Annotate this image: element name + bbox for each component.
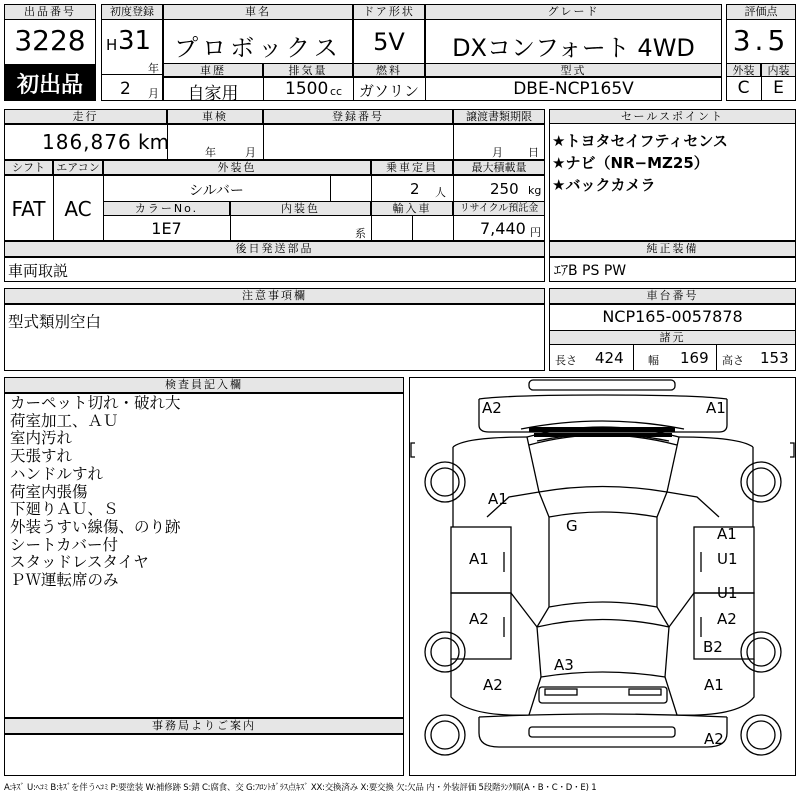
- width: 169: [680, 349, 709, 367]
- model-label: 型式: [425, 63, 722, 77]
- divider: [371, 175, 372, 201]
- transfer-month-unit: 月: [492, 146, 503, 159]
- later-parts: 車両取説: [8, 262, 69, 280]
- car-diagram: [409, 377, 796, 776]
- sales-label: セールスポイント: [549, 109, 796, 124]
- model: DBE-NCP165V: [513, 79, 634, 99]
- grade: DXコンフォート 4WD: [452, 34, 695, 62]
- equipment: ｴｱB PS PW: [554, 263, 627, 279]
- fuel-label: 燃料: [353, 63, 425, 77]
- damage-mark: U1: [717, 550, 738, 568]
- sales-item: ★バックカメラ: [552, 176, 656, 194]
- import-label: 輸入車: [371, 201, 453, 216]
- inspector-item: ハンドルすれ: [10, 464, 104, 483]
- lot-label: 出品番号: [4, 4, 96, 20]
- ext-label: 外装: [726, 63, 761, 77]
- divider: [633, 345, 634, 371]
- capacity-unit: 人: [435, 186, 446, 199]
- car-name: プロボックス: [174, 34, 342, 62]
- sales-item: ★トヨタセイフティセンス: [552, 132, 728, 150]
- divider: [101, 74, 163, 75]
- disp-label: 排気量: [263, 63, 353, 77]
- length: 424: [595, 349, 624, 367]
- divider: [453, 124, 454, 160]
- disp-unit: cc: [330, 85, 343, 98]
- inspector-list: [10, 395, 181, 590]
- office-label: 事務局よりご案内: [4, 718, 404, 734]
- inspector-item: 室内汚れ: [10, 429, 73, 448]
- damage-mark: A2: [704, 730, 724, 748]
- mileage-unit: km: [138, 130, 170, 154]
- inspector-item: 荷室内張傷: [10, 482, 88, 501]
- legend: A:ｷｽﾞ U:ﾍｺﾐ B:ｷｽﾞを伴うﾍｺﾐ P:要塗装 W:補修跡 S:錆 C:腐食、交 G:ﾌﾛﾝﾄｶﾞﾗｽ点ｷｽﾞ XX:交換済み X:要交換 欠:欠品 内・外装評価 5段階ﾗﾝｸ順(A・B・C・D・E) 1: [4, 783, 597, 793]
- divider: [716, 345, 717, 371]
- score: 3.5: [732, 24, 790, 57]
- width-label: 幅: [648, 354, 659, 367]
- damage-mark: A1: [488, 490, 508, 508]
- damage-mark: A2: [717, 610, 737, 628]
- height-label: 高さ: [722, 354, 744, 367]
- divider: [230, 216, 231, 241]
- damage-mark: G: [566, 517, 578, 535]
- exterior-color: シルバー: [189, 183, 244, 199]
- int-score: E: [773, 78, 784, 98]
- shift-label: シフト: [4, 160, 53, 175]
- interior-unit: 系: [355, 227, 366, 240]
- inspector-label: 検査員記入欄: [4, 377, 404, 393]
- length-label: 長さ: [555, 354, 577, 367]
- inspector-item: カーペット切れ・破れ大: [10, 394, 181, 412]
- chassis-label: 車台番号: [549, 288, 796, 304]
- reg-month-unit: 月: [148, 87, 159, 100]
- load-label: 最大積載量: [453, 160, 545, 175]
- load-unit: kg: [528, 184, 542, 197]
- load: 250: [490, 180, 519, 198]
- damage-mark: A2: [483, 676, 503, 694]
- reg-year-unit: 年: [148, 62, 159, 75]
- recycle-fee: 7,440: [480, 219, 526, 238]
- interior-label: 内装色: [230, 201, 371, 216]
- door-label: ドア形状: [353, 4, 425, 20]
- inspector-item: シートカバー付: [10, 535, 119, 554]
- inspector-item: 外装うすい線傷、のり跡: [10, 517, 181, 536]
- damage-mark: A2: [469, 610, 489, 628]
- spec-label: 諸元: [549, 330, 796, 345]
- damage-mark: A1: [717, 525, 737, 543]
- ac: AC: [64, 197, 92, 221]
- shift: FAT: [11, 197, 46, 221]
- mileage-label: 走行: [4, 109, 167, 124]
- inspector-item: 荷室加工、ＡＵ: [10, 411, 119, 430]
- damage-mark: A1: [706, 399, 726, 417]
- inspector-item: ＰＷ運転席のみ: [10, 571, 119, 590]
- door-type: 5V: [373, 28, 405, 56]
- recycle-label: リサイクル預託金: [453, 201, 545, 216]
- history: 自家用: [187, 84, 239, 104]
- damage-mark: B2: [703, 638, 723, 656]
- name-label: 車名: [163, 4, 353, 20]
- notes-label: 注意事項欄: [4, 288, 545, 304]
- sales-item: ★ナビ（NR−MZ25）: [552, 154, 709, 172]
- chassis-number: NCP165-0057878: [602, 307, 743, 326]
- score-label: 評価点: [726, 4, 796, 20]
- fuel: ガソリン: [358, 82, 419, 100]
- damage-mark: A2: [482, 399, 502, 417]
- color-number: 1E7: [151, 219, 182, 238]
- transfer-day-unit: 日: [528, 146, 539, 159]
- ext-score: C: [737, 78, 750, 98]
- insp-month-unit: 月: [245, 146, 256, 159]
- colorno-label: カラーNo.: [103, 201, 230, 216]
- divider: [330, 175, 331, 201]
- later-block: [4, 257, 545, 282]
- damage-mark: A1: [469, 550, 489, 568]
- insp-year-unit: 年: [205, 146, 216, 159]
- reg-era: H: [106, 36, 118, 54]
- displacement: 1500: [285, 79, 329, 99]
- equip-label: 純正装備: [549, 241, 796, 257]
- regno-label: 登録番号: [263, 109, 453, 124]
- transfer-label: 譲渡書類期限: [453, 109, 545, 124]
- damage-mark: U1: [717, 584, 738, 602]
- reg-month: 2: [120, 79, 131, 99]
- capacity-label: 乗車定員: [371, 160, 453, 175]
- grade-label: グレード: [425, 4, 722, 20]
- mileage: 186,876: [42, 130, 132, 154]
- history-label: 車歴: [163, 63, 263, 77]
- divider: [371, 216, 372, 241]
- recycle-unit: 円: [530, 226, 541, 239]
- damage-mark: A3: [554, 656, 574, 674]
- damage-mark: A1: [704, 676, 724, 694]
- capacity: 2: [410, 180, 420, 198]
- inspection-label: 車検: [167, 109, 263, 124]
- later-label: 後日発送部品: [4, 241, 545, 257]
- notes: 型式類別空白: [8, 313, 102, 331]
- divider: [412, 216, 413, 241]
- int-label: 内装: [761, 63, 796, 77]
- inspector-item: 天張すれ: [10, 447, 73, 466]
- divider: [263, 124, 264, 160]
- reg-label: 初度登録: [101, 4, 163, 20]
- inspector-item: スタッドレスタイヤ: [10, 553, 149, 572]
- first-listing-label: 初出品: [16, 73, 83, 98]
- office-block: [4, 734, 404, 776]
- exterior-label: 外装色: [103, 160, 371, 175]
- reg-year: 31: [118, 26, 152, 56]
- lot-number: 3228: [14, 24, 86, 57]
- divider: [263, 77, 264, 101]
- inspector-item: 下廻りＡＵ、Ｓ: [10, 500, 119, 519]
- height: 153: [760, 349, 789, 367]
- ac-label: エアコン: [53, 160, 103, 175]
